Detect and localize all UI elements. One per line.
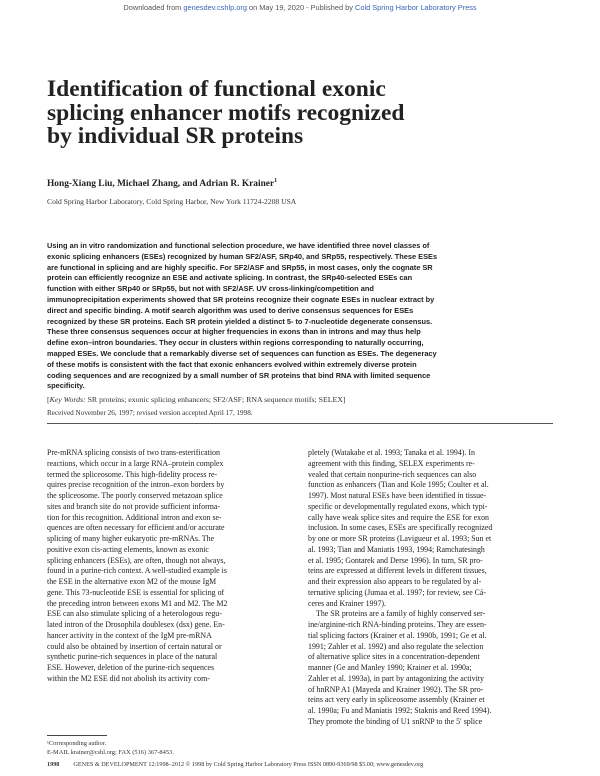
footnote-line: ¹Corresponding author.	[47, 740, 107, 747]
publisher-link[interactable]: Cold Spring Harbor Laboratory Press	[355, 3, 477, 12]
body-line: synthetic purine-rich sequences in place of the natural	[47, 652, 218, 662]
body-line: The SR proteins are a family of highly conserved ser-	[316, 609, 486, 619]
received-dates: Received November 26, 1997; revised version accepted April 17, 1998.	[47, 409, 253, 417]
body-line: lated intron of the Drosophila doublesex (dsx) gene. En-	[47, 620, 225, 629]
body-line: the ESE in the alternative exon M2 of the mouse IgM	[47, 577, 217, 586]
body-line: Zahler et al. 1993a), in part by antagonizing the activity	[308, 673, 484, 683]
keywords-label: Key Words:	[49, 395, 86, 404]
journal-site-link[interactable]: genesdev.cshlp.org	[183, 3, 247, 12]
body-line: ceres and Krainer 1997).	[308, 598, 386, 608]
body-line: splicing enhancers (ESEs), are often, though not always,	[47, 555, 226, 565]
body-line: of hnRNP A1 (Mayeda and Krainer 1992). The SR pro-	[308, 684, 484, 694]
download-banner: Downloaded from genesdev.cshlp.org on May 19, 2020 - Published by Cold Spring Harbor Laboratory Press	[123, 3, 477, 12]
body-line: inclusion. In some cases, ESEs are specifically recognized	[308, 523, 493, 533]
body-line: tion for this recognition. Additional intron and exon se-	[47, 512, 222, 522]
affiliation: Cold Spring Harbor Laboratory, Cold Spring Harbor, New York 11724-2208 USA	[47, 197, 297, 206]
title-line: splicing enhancer motifs recognized	[47, 99, 405, 126]
body-line: They promote the binding of U1 snRNP to the 5′ splice	[308, 716, 483, 726]
article-title	[47, 78, 517, 149]
body-line: gene. This 73-nucleotide ESE is essential for splicing of	[47, 587, 225, 597]
body-line: positive exon cis-acting elements, known as exonic	[47, 544, 209, 554]
abstract-line: direct and specific binding. A motif search algorithm was used to derive consensus sequences for ESEs	[47, 305, 414, 315]
body-line: and their expression also appears to be regulated by al-	[308, 577, 482, 586]
body-line: quences are often necessary for efficient and/or accurate	[47, 523, 225, 533]
body-line: could also be obtained by insertion of certain natural or	[47, 641, 222, 651]
body-column-right	[308, 448, 552, 728]
body-line: ine/arginine-rich RNA-binding proteins. They are essen-	[308, 620, 487, 629]
body-line: the preceding intron between exons M1 and M2. The M2	[47, 598, 228, 608]
body-line: al. 1990a; Fu and Maniatis 1992; Staknis and Reed 1994).	[308, 706, 492, 715]
body-line: termed the spliceosome. This high-fidelity process re-	[47, 469, 218, 479]
author-footnote-mark: 1	[274, 178, 278, 184]
body-line: 1997). Most natural ESEs have been identified in tissue-	[308, 491, 487, 500]
body-line: of alternative splice sites in a concentration-dependent	[308, 652, 480, 662]
page-footer	[47, 761, 553, 768]
body-line: ternative splicing (Jumaa et al. 1997; for review, see Cá-	[308, 587, 487, 597]
page-number: 1998	[47, 761, 60, 768]
abstract-line: exonic splicing enhancers (ESEs) recognized by human SF2/ASF, SRp40, and SRp55, respectively. These ESEs	[47, 251, 438, 261]
body-line: manner (Ge and Manley 1990; Krainer et al. 1990a;	[308, 663, 472, 672]
abstract-line: coding sequences and are recognized by a small number of SR proteins that bind RNA with limited sequence	[47, 370, 431, 380]
body-line: vealed that certain nonpurine-rich sequences can also	[308, 469, 477, 479]
body-line: within the M2 ESE did not abolish its activity com-	[47, 673, 210, 683]
abstract-line: are functional in splicing and are highly specific. For SF2/ASF and SRp55, in most cases, only the cognate SR	[47, 262, 433, 272]
title-line: Identification of functional exonic	[47, 76, 386, 102]
body-line: Pre-mRNA splicing consists of two trans-esterification	[47, 448, 220, 457]
keywords: [Key Words: SR proteins; exonic splicing enhancers; SF2/ASF; RNA sequence motifs; SELEX]	[47, 395, 346, 404]
abstract	[47, 241, 547, 392]
abstract-line: immunoprecipitation experiments showed that SR proteins recognize their cognate ESEs in nuclear extract by	[47, 294, 435, 304]
title-line: by individual SR proteins	[47, 123, 304, 149]
abstract-line: These three consensus sequences occur at higher frequencies in exons than in introns and may thus help	[47, 327, 421, 337]
journal-citation: GENES & DEVELOPMENT 12:1998–2012 © 1998 by Cold Spring Harbor Laboratory Press ISSN 0890-9369/98 $5.00; www.genesdev.org	[73, 761, 424, 768]
body-line: by one or more SR proteins (Lavigueur et al. 1993; Sun et	[308, 534, 492, 543]
body-line: teins are expressed at different levels in different tissues,	[308, 566, 487, 576]
body-line: agreement with this finding, SELEX experiments re-	[308, 458, 475, 468]
body-line: teins act very early in spliceosome assembly (Krainer et	[308, 695, 485, 705]
body-line: ESE. However, deletion of the purine-rich sequences	[47, 663, 215, 672]
body-line: hancer activity in the context of the IgM pre-mRNA	[47, 630, 212, 640]
body-line: specific or developmentally regulated exons, which typi-	[308, 501, 488, 511]
body-line: 1991; Zahler et al. 1992) and also regulate the selection	[308, 641, 484, 651]
body-line: quires precise recognition of the intron–exon borders by	[47, 480, 225, 490]
section-divider	[47, 423, 553, 424]
abstract-line: function with either SRp40 or SRp55, but not with SF2/ASF. UV cross-linking/competition and	[47, 284, 374, 294]
abstract-line: specificity.	[47, 381, 85, 391]
footnote	[47, 739, 174, 757]
body-line: function as enhancers (Tian and Kole 1995; Coulter et al.	[308, 480, 489, 490]
abstract-line: define exon–intron boundaries. They occur in clusters within regions corresponding to naturally occurring,	[47, 338, 424, 348]
body-line: sites and branch site do not provide sufficient informa-	[47, 501, 220, 511]
footnote-divider	[47, 735, 107, 736]
body-line: tial splicing factors (Krainer et al. 1990b, 1991; Ge et al.	[308, 630, 487, 640]
body-line: splicing of many higher eukaryotic pre-mRNAs. The	[47, 534, 215, 543]
body-line: al. 1993; Tian and Maniatis 1993, 1994; Ramchatesingh	[308, 544, 485, 554]
abstract-line: protein can efficiently recognize an ESE and activate splicing. In contrast, the SRp40-selected ESEs can	[47, 273, 413, 283]
abstract-line: Using an in vitro randomization and functional selection procedure, we have identified three novel classes of	[47, 241, 430, 250]
footnote-line: E-MAIL krainer@cshl.org; FAX (516) 367-8453.	[47, 749, 174, 756]
body-line: pletely (Watakabe et al. 1993; Tanaka et al. 1994). In	[308, 448, 475, 457]
body-line: the spliceosome. The poorly conserved metazoan splice	[47, 491, 223, 500]
abstract-line: of these motifs is consistent with the fact that exonic enhancers evolved within extremely diverse protein	[47, 359, 417, 369]
body-line: ESE can also stimulate splicing of a heterologous regu-	[47, 609, 222, 619]
abstract-line: mapped ESEs. We conclude that a remarkably diverse set of sequences can function as ESEs. The degeneracy	[47, 348, 437, 358]
body-line: reactions, which occur in a large RNA–protein complex	[47, 458, 224, 468]
author-list: Hong-Xiang Liu, Michael Zhang, and Adrian R. Krainer$^1$	[47, 178, 278, 190]
body-line: et al. 1995; Gontarek and Derse 1996). In turn, SR pro-	[308, 555, 483, 565]
body-line: found in a purine-rich context. A well-studied example is	[47, 566, 227, 576]
body-column-left	[47, 448, 291, 685]
body-line: cally have weak splice sites and require the ESE for exon	[308, 512, 489, 522]
abstract-line: recognized by these SR proteins. Each SR protein yielded a distinct 5- to 7-nucleotide degenerate consensus.	[47, 316, 433, 326]
